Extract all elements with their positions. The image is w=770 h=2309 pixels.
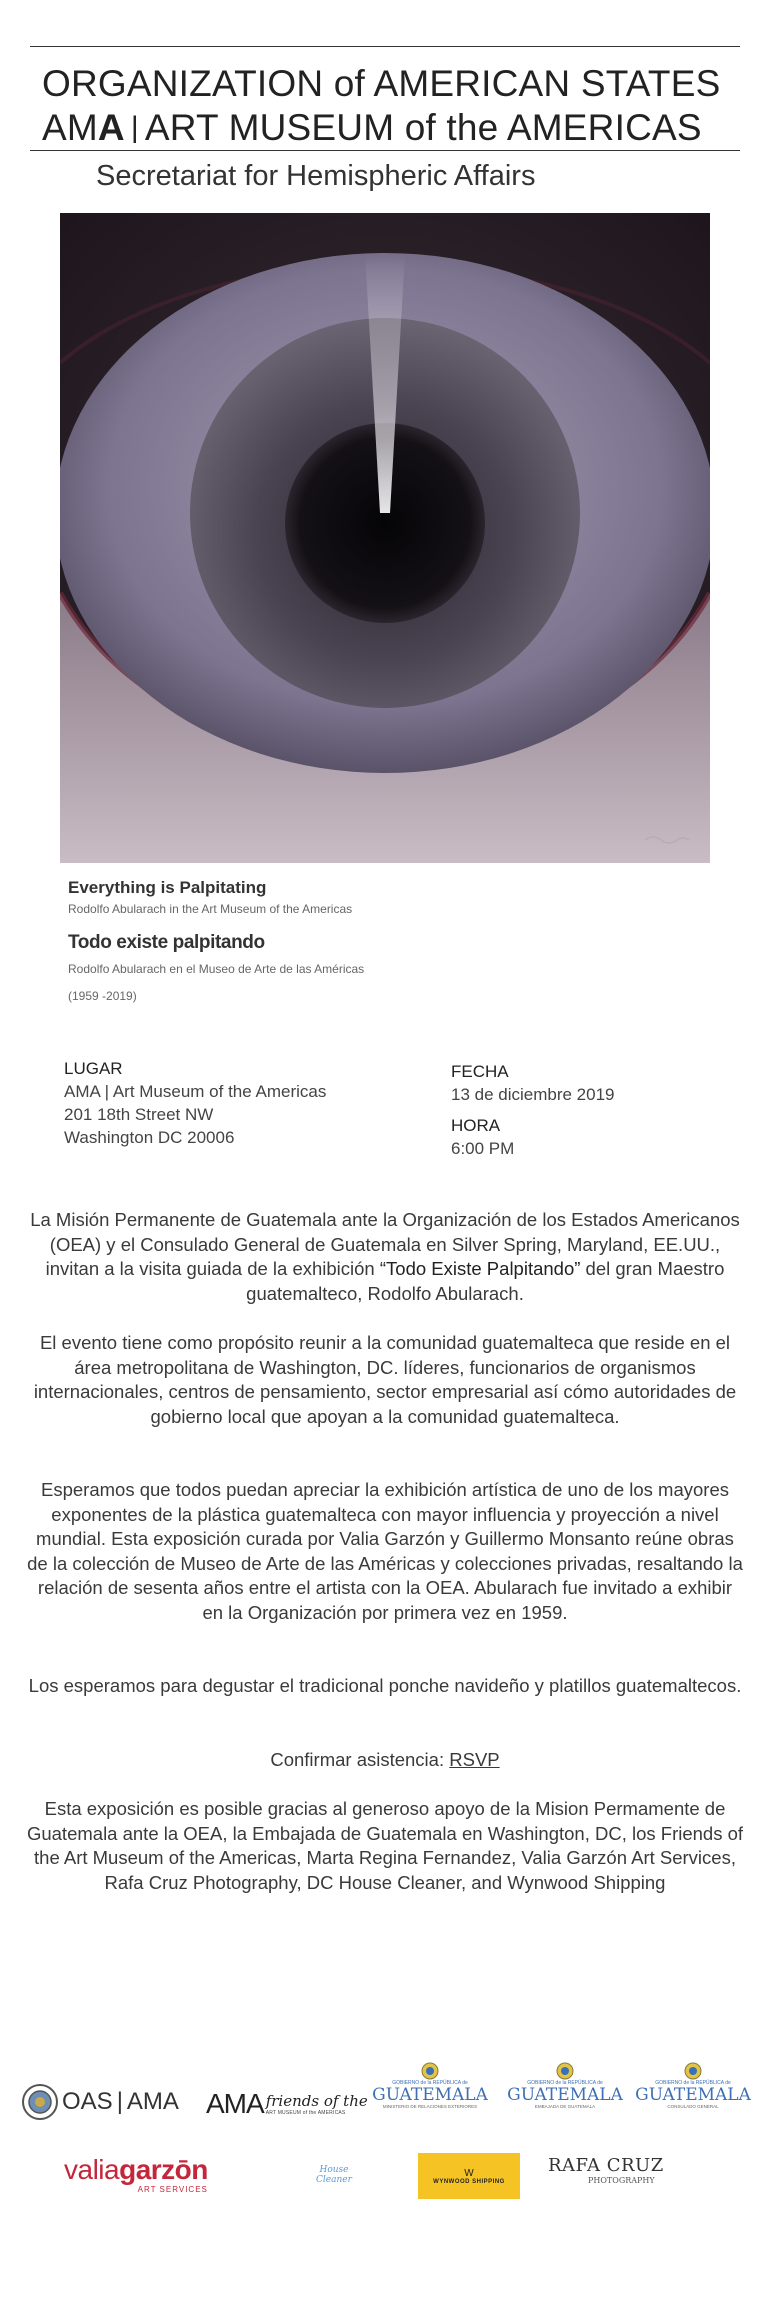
dc-house-cleaner-logo [306, 2153, 362, 2197]
guatemala-logo-3 [635, 2062, 751, 2126]
guatemala-text-3: GUATEMALA [635, 2085, 751, 2105]
paragraph-purpose [26, 1331, 744, 1429]
ama-text: AMA [126, 2088, 179, 2115]
art-services-text: ART SERVICES [137, 2185, 208, 2194]
museum-prefix: AMA [42, 107, 125, 148]
oas-divider: | [116, 2088, 123, 2115]
paragraph-sponsors [26, 1797, 744, 1895]
friends-ama-logo [206, 2082, 368, 2126]
valia-garzon-logo [64, 2155, 208, 2194]
dc-house-text: House [319, 2165, 349, 2175]
oas-ama-logo [22, 2082, 179, 2122]
caption-title-en: Everything is Palpitating [68, 878, 267, 897]
caption-years: (1959 -2019) [68, 989, 137, 1003]
guate-sub-1: MINISTERIO DE RELACIONES EXTERIORES [382, 2104, 478, 2109]
venue-label: LUGAR [64, 1059, 123, 1078]
friends-ama-text: AMA [206, 2088, 264, 2119]
date-block [451, 1060, 615, 1106]
rsvp-line [26, 1748, 744, 1773]
paragraph-invitation-start: La Misión Permanente de Guatemala ante la Organización de los Estados Americanos (OEA) y el Consulado General de Guatemala en Silver Spring, Maryland, EE.UU., invitan a la visita guiada de la exhibición [30, 1209, 740, 1279]
guate-top-2: GOBIERNO de la REPÚBLICA de [527, 2080, 603, 2086]
guate-sub-3: CONSULADO GENERAL [667, 2104, 719, 2109]
dc-cleaner-text: Cleaner [316, 2175, 352, 2185]
date-label: FECHA [451, 1062, 509, 1081]
paragraph-exhibition-text: Esperamos que todos puedan apreciar la exhibición artística de uno de los mayores exponentes de la plástica guatemalteca con mayor influencia y proyección a nivel mundial. Esta exposición curada por Valia Garzón y Guillermo Monsanto reúne obras de la colección de Museo de Arte de las Américas y colecciones privadas, resaltando la relación de sesenta años entre el artista con la OEA. Abularach fue invitado a exhibir en la Organización por primera vez en 1959. [27, 1479, 743, 1623]
guatemala-logo-1 [372, 2062, 488, 2126]
paragraph-reception [26, 1674, 744, 1699]
paragraph-exhibition [26, 1478, 744, 1625]
paragraph-reception-text: Los esperamos para degustar el tradicional ponche navideño y platillos guatemaltecos. [28, 1675, 742, 1696]
guatemala-crest-icon [419, 2062, 441, 2080]
guatemala-logo-2 [507, 2062, 623, 2126]
venue-line-3: Washington DC 20006 [64, 1128, 235, 1147]
rsvp-prefix: Confirmar asistencia: [270, 1749, 450, 1770]
caption-title-es: Todo existe palpitando [68, 932, 265, 953]
org-name: ORGANIZATION of AMERICAN STATES [42, 63, 721, 104]
friends-small: ART MUSEUM of the AMERICAS [265, 2110, 346, 2116]
wynwood-shipping-logo [418, 2153, 520, 2199]
museum-name: ART MUSEUM of the AMERICAS [144, 107, 702, 148]
museum-divider: | [130, 111, 139, 144]
paragraph-sponsors-text: Esta exposición es posible gracias al generoso apoyo de la Mision Permamente de Guatemala ante la OEA, la Embajada de Guatemala en Washington, DC, los Friends of the Art Museum of the Americas, Marta Regina Fernandez, Valia Garzón Art Services, Rafa Cruz Photography, DC House Cleaner, and Wynwood Shipping [26, 1798, 744, 1893]
header-top-rule [30, 46, 740, 47]
guate-sub-2: EMBAJADA DE GUATEMALA [534, 2104, 596, 2109]
time-value: 6:00 PM [451, 1139, 515, 1158]
venue-line-1: AMA | Art Museum of the Americas [64, 1082, 327, 1101]
valia-text: valia [64, 2154, 120, 2185]
time-label: HORA [451, 1116, 501, 1135]
time-block [451, 1114, 514, 1160]
rafa-cruz-logo [548, 2155, 664, 2185]
secretariat-title: Secretariat for Hemispheric Affairs [96, 160, 536, 192]
paragraph-purpose-text: El evento tiene como propósito reunir a la comunidad guatemalteca que reside en el área metropolitana de Washington, DC. líderes, funcionarios de organismos internacionales, centros de pensamiento, sector empresarial así cómo autoridades de gobierno local que apoyan a la comunidad guatemalteca. [33, 1332, 737, 1427]
caption-subtitle-en: Rodolfo Abularach in the Art Museum of the Americas [68, 902, 353, 916]
date-value: 13 de diciembre 2019 [451, 1085, 615, 1104]
photography-text: PHOTOGRAPHY [588, 2176, 655, 2185]
caption-subtitle-es: Rodolfo Abularach en el Museo de Arte de las Américas [68, 962, 365, 976]
artwork-image [60, 213, 710, 863]
paragraph-invitation [26, 1208, 744, 1306]
friends-script: friends of the [265, 2092, 368, 2110]
guate-top-1: GOBIERNO de la REPÚBLICA de [392, 2080, 468, 2086]
venue-line-2: 201 18th Street NW [64, 1105, 214, 1124]
oas-text: OAS [62, 2088, 113, 2115]
header-bottom-rule [30, 150, 740, 151]
museum-name-line [42, 106, 742, 153]
venue-block [64, 1057, 326, 1149]
oas-seal-icon [22, 2084, 58, 2120]
rafa-cruz-text: RAFA CRUZ [548, 2155, 664, 2176]
paragraph-invitation-end: del gran Maestro guatemalteco, Rodolfo Abularach. [246, 1258, 725, 1304]
exhibition-name: “Todo Existe Palpitando” [379, 1258, 581, 1279]
guate-top-3: GOBIERNO de la REPÚBLICA de [655, 2080, 731, 2086]
wynwood-w-icon: W [464, 2167, 474, 2179]
rsvp-link[interactable]: RSVP [449, 1749, 500, 1770]
guatemala-text-1: GUATEMALA [372, 2085, 488, 2105]
wynwood-text: WYNWOOD SHIPPING [433, 2178, 505, 2185]
guatemala-crest-icon [682, 2062, 704, 2080]
garzon-text: garzōn [119, 2154, 208, 2185]
guatemala-text-2: GUATEMALA [507, 2085, 623, 2105]
guatemala-crest-icon [554, 2062, 576, 2080]
